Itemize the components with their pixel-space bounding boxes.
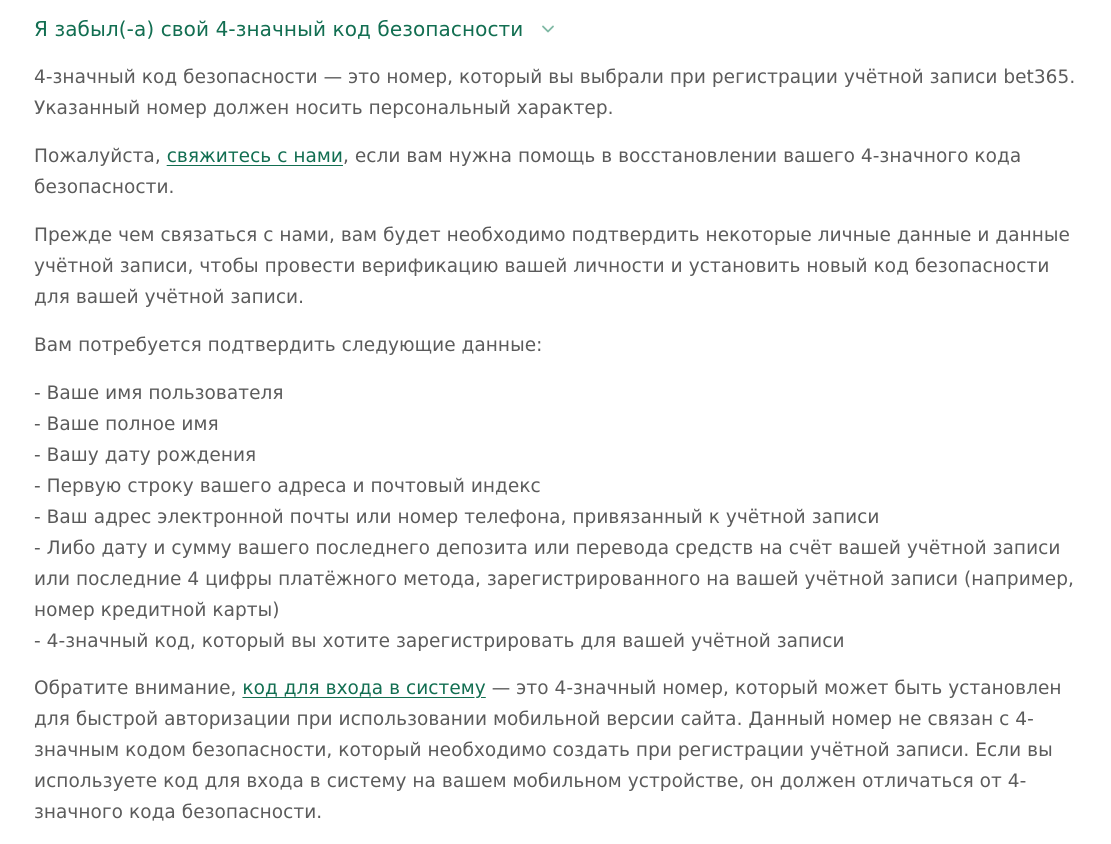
contact-text-before: Пожалуйста, xyxy=(34,146,167,167)
answer-paragraph-login-code-note xyxy=(34,673,1077,828)
contact-us-link[interactable]: свяжитесь с нами xyxy=(166,146,343,167)
list-item: - Либо дату и сумму вашего последнего депозита или перевода средств на счёт вашей учётной записи или последние 4 цифры платёжного метода, зарегистрированного на вашей учётной записи (например, номер кредитной карты) xyxy=(34,538,1074,621)
answer-paragraph-verification: Прежде чем связаться с нами, вам будет необходимо подтвердить некоторые личные данные и данные учётной записи, чтобы провести верификацию вашей личности и установить новый код безопасности для вашей учётной записи. xyxy=(34,225,1070,308)
required-data-list xyxy=(34,378,1077,657)
answer-paragraph-required-data: Вам потребуется подтвердить следующие данные: xyxy=(34,335,543,356)
faq-question-header[interactable] xyxy=(34,14,1077,44)
list-item: - 4-значный код, который вы хотите зарегистрировать для вашей учётной записи xyxy=(34,631,845,652)
list-item: - Ваше полное имя xyxy=(34,414,219,435)
note-text-before: Обратите внимание, xyxy=(34,678,243,699)
login-code-link[interactable]: код для входа в систему xyxy=(242,678,486,699)
answer-paragraph-intro: 4-значный код безопасности — это номер, который вы выбрали при регистрации учётной записи bet365. Указанный номер должен носить персональный характер. xyxy=(34,67,1076,119)
list-item: - Первую строку вашего адреса и почтовый индекс xyxy=(34,476,541,497)
answer-paragraph-contact xyxy=(34,141,1077,203)
list-item: - Вашу дату рождения xyxy=(34,445,257,466)
note-text-after: — это 4-значный номер, который может быть установлен для быстрой авторизации при использовании мобильной версии сайта. Данный номер не связан с 4-значным кодом безопасности, который необходимо создать при регистрации учётной записи. Если вы используете код для входа в систему на вашем мобильном устройстве, он должен отличаться от 4-значного кода безопасности. xyxy=(34,678,1062,823)
chevron-down-icon[interactable] xyxy=(541,22,555,36)
faq-question-title[interactable]: Я забыл(-а) свой 4-значный код безопасности xyxy=(34,17,524,41)
list-item: - Ваш адрес электронной почты или номер телефона, привязанный к учётной записи xyxy=(34,507,880,528)
faq-answer xyxy=(34,62,1077,828)
list-item: - Ваше имя пользователя xyxy=(34,383,284,404)
contact-text-after: , если вам нужна помощь в восстановлении вашего 4-значного кода безопасности. xyxy=(34,146,1022,198)
